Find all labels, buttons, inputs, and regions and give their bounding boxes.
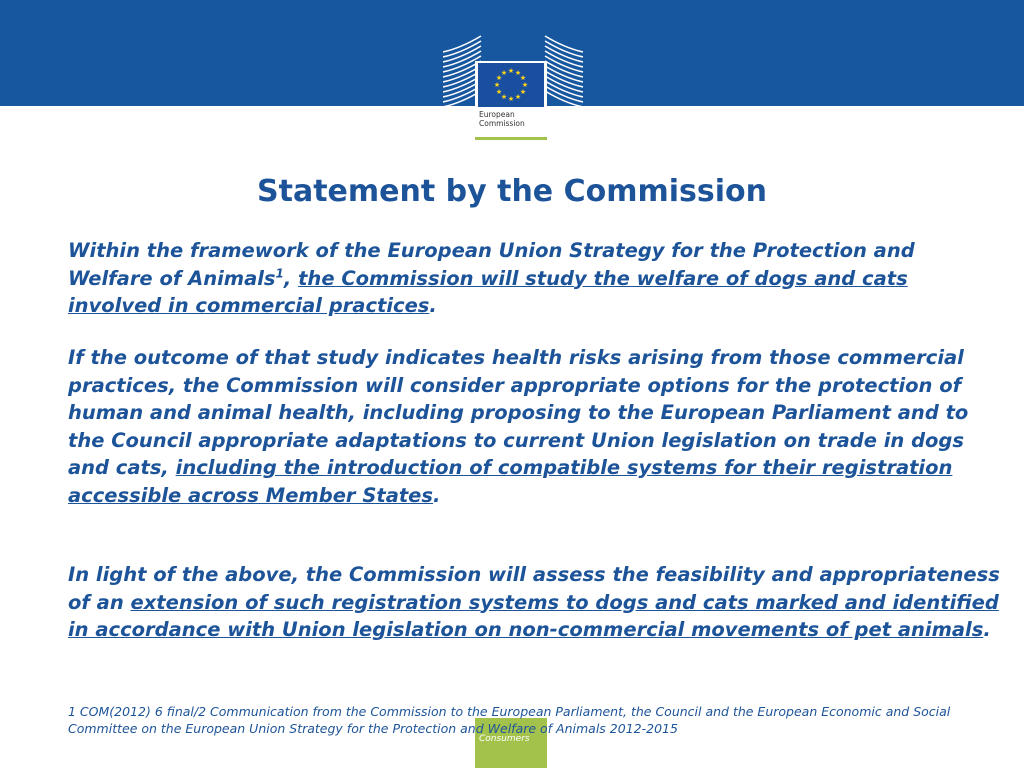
svg-text:★: ★ <box>519 74 527 82</box>
svg-text:★: ★ <box>493 81 501 89</box>
svg-text:★: ★ <box>514 69 522 77</box>
svg-text:★: ★ <box>495 74 503 82</box>
svg-text:★: ★ <box>519 88 527 96</box>
paragraph-2-end: . <box>433 483 441 507</box>
paragraph-2-intro: If the outcome of that study indicates health risks arising from those commercial practices, the Commission will consider appropriate options for the protection of human and animal health, including proposing to the European Parliament and to the Council appropriate adaptations to current Union legislation on trade in dogs and cats, <box>68 346 969 479</box>
eu-flag-icon <box>478 63 544 107</box>
paragraph-1-intro: Within the framework of the European Union Strategy for the Protection and Welfare of Animals <box>68 239 915 290</box>
logo-line-1: European <box>479 110 515 119</box>
svg-text:★: ★ <box>500 69 508 77</box>
paragraph-1-end: . <box>429 294 437 317</box>
logo-line-2: Commission <box>479 119 525 128</box>
page-title: Statement by the Commission <box>257 174 767 209</box>
paragraph-3-intro: In light of the above, the Commission will assess the feasibility and appropriateness of an <box>68 563 1000 614</box>
footnote: 1 COM(2012) 6 final/2 Communication from the Commission to the European Parliament, the Council and the European Economic and Social Committee on the European Union Strategy for the Protection and Welfare of Animals 2012-2015 <box>68 704 951 736</box>
paragraph-3 <box>68 561 1000 644</box>
logo-text <box>479 110 545 128</box>
paragraph-1 <box>68 237 1000 320</box>
paragraph-2 <box>68 344 1000 509</box>
paragraph-1-underlined: the Commission will study the welfare of dogs and cats involved in commercial practices <box>68 266 908 317</box>
svg-text:★: ★ <box>500 93 508 101</box>
footnote-ref: 1 <box>275 266 284 280</box>
svg-text:★: ★ <box>507 67 515 75</box>
svg-text:★: ★ <box>514 93 522 101</box>
paragraph-1-comma: , <box>283 266 299 290</box>
logo-green-bar <box>475 137 547 140</box>
footer-tab-label: Consumers <box>479 734 530 744</box>
svg-text:★: ★ <box>495 88 503 96</box>
paragraph-3-end: . <box>983 618 991 641</box>
svg-text:★: ★ <box>521 81 529 89</box>
svg-text:★: ★ <box>507 95 515 103</box>
paragraph-2-underlined: including the introduction of compatible systems for their registration accessible across Member States <box>68 456 953 507</box>
paragraph-3-underlined: extension of such registration systems to dogs and cats marked and identified in accordance with Union legislation on non-commercial movements of pet animals <box>68 590 999 641</box>
